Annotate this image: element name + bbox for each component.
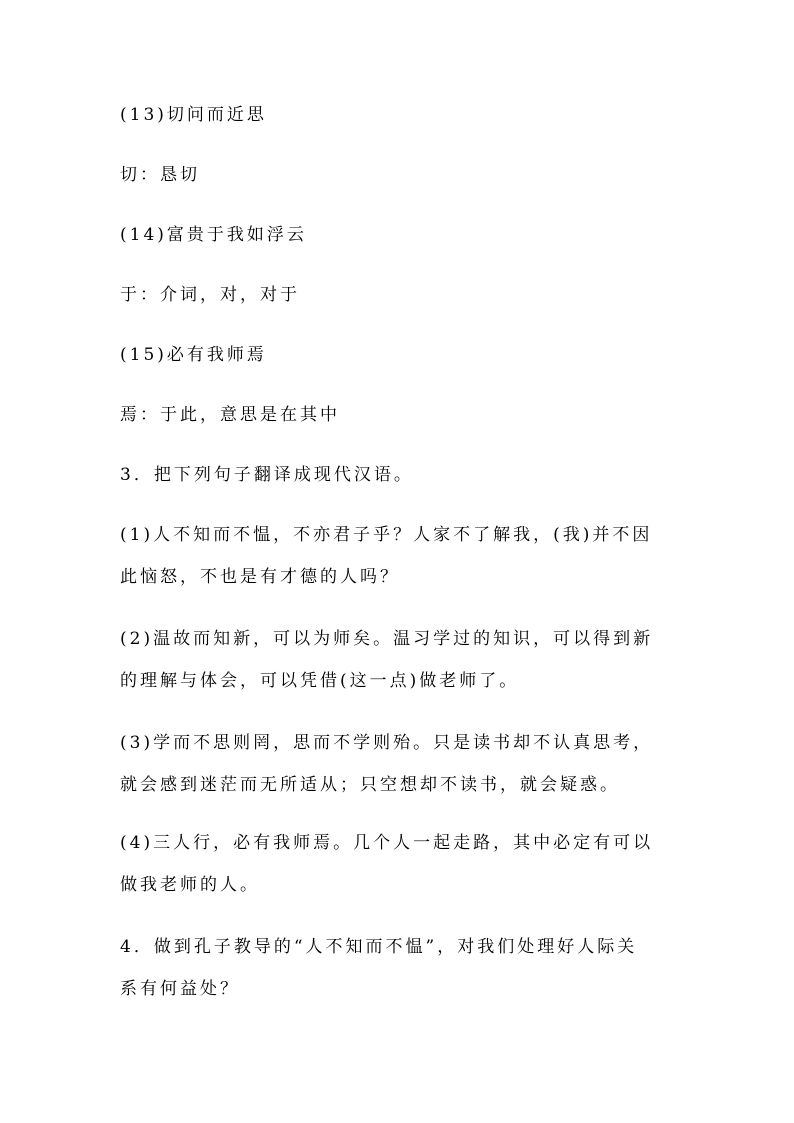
question-4-line-1: 4．做到孔子教导的“人不知而不愠”，对我们处理好人际关 bbox=[120, 937, 638, 957]
item-14-gloss: 于：介词，对，对于 bbox=[120, 285, 300, 305]
translation-4-line-1: (4)三人行，必有我师焉。几个人一起走路，其中必定有可以 bbox=[120, 833, 654, 853]
translation-1-line-1: (1)人不知而不愠，不亦君子乎？人家不了解我，(我)并不因 bbox=[120, 525, 653, 545]
translation-4-line-2: 做我老师的人。 bbox=[120, 875, 260, 895]
translation-1-line-2: 此恼怒，不也是有才德的人吗？ bbox=[120, 567, 400, 587]
question-3-prompt: 3．把下列句子翻译成现代汉语。 bbox=[120, 465, 414, 485]
item-13-heading: (13)切问而近思 bbox=[120, 105, 267, 125]
item-14-heading: (14)富贵于我如浮云 bbox=[120, 225, 307, 245]
item-13-gloss: 切：恳切 bbox=[120, 165, 200, 185]
item-15-heading: (15)必有我师焉 bbox=[120, 345, 267, 365]
translation-3-line-2: 就会感到迷茫而无所适从；只空想却不读书，就会疑惑。 bbox=[120, 775, 620, 795]
item-15-gloss: 焉：于此，意思是在其中 bbox=[120, 405, 340, 425]
translation-2-line-1: (2)温故而知新，可以为师矣。温习学过的知识，可以得到新 bbox=[120, 629, 654, 649]
translation-3-line-1: (3)学而不思则罔，思而不学则殆。只是读书却不认真思考， bbox=[120, 733, 654, 753]
translation-2-line-2: 的理解与体会，可以凭借(这一点)做老师了。 bbox=[120, 671, 520, 691]
question-4-line-2: 系有何益处？ bbox=[120, 979, 240, 999]
